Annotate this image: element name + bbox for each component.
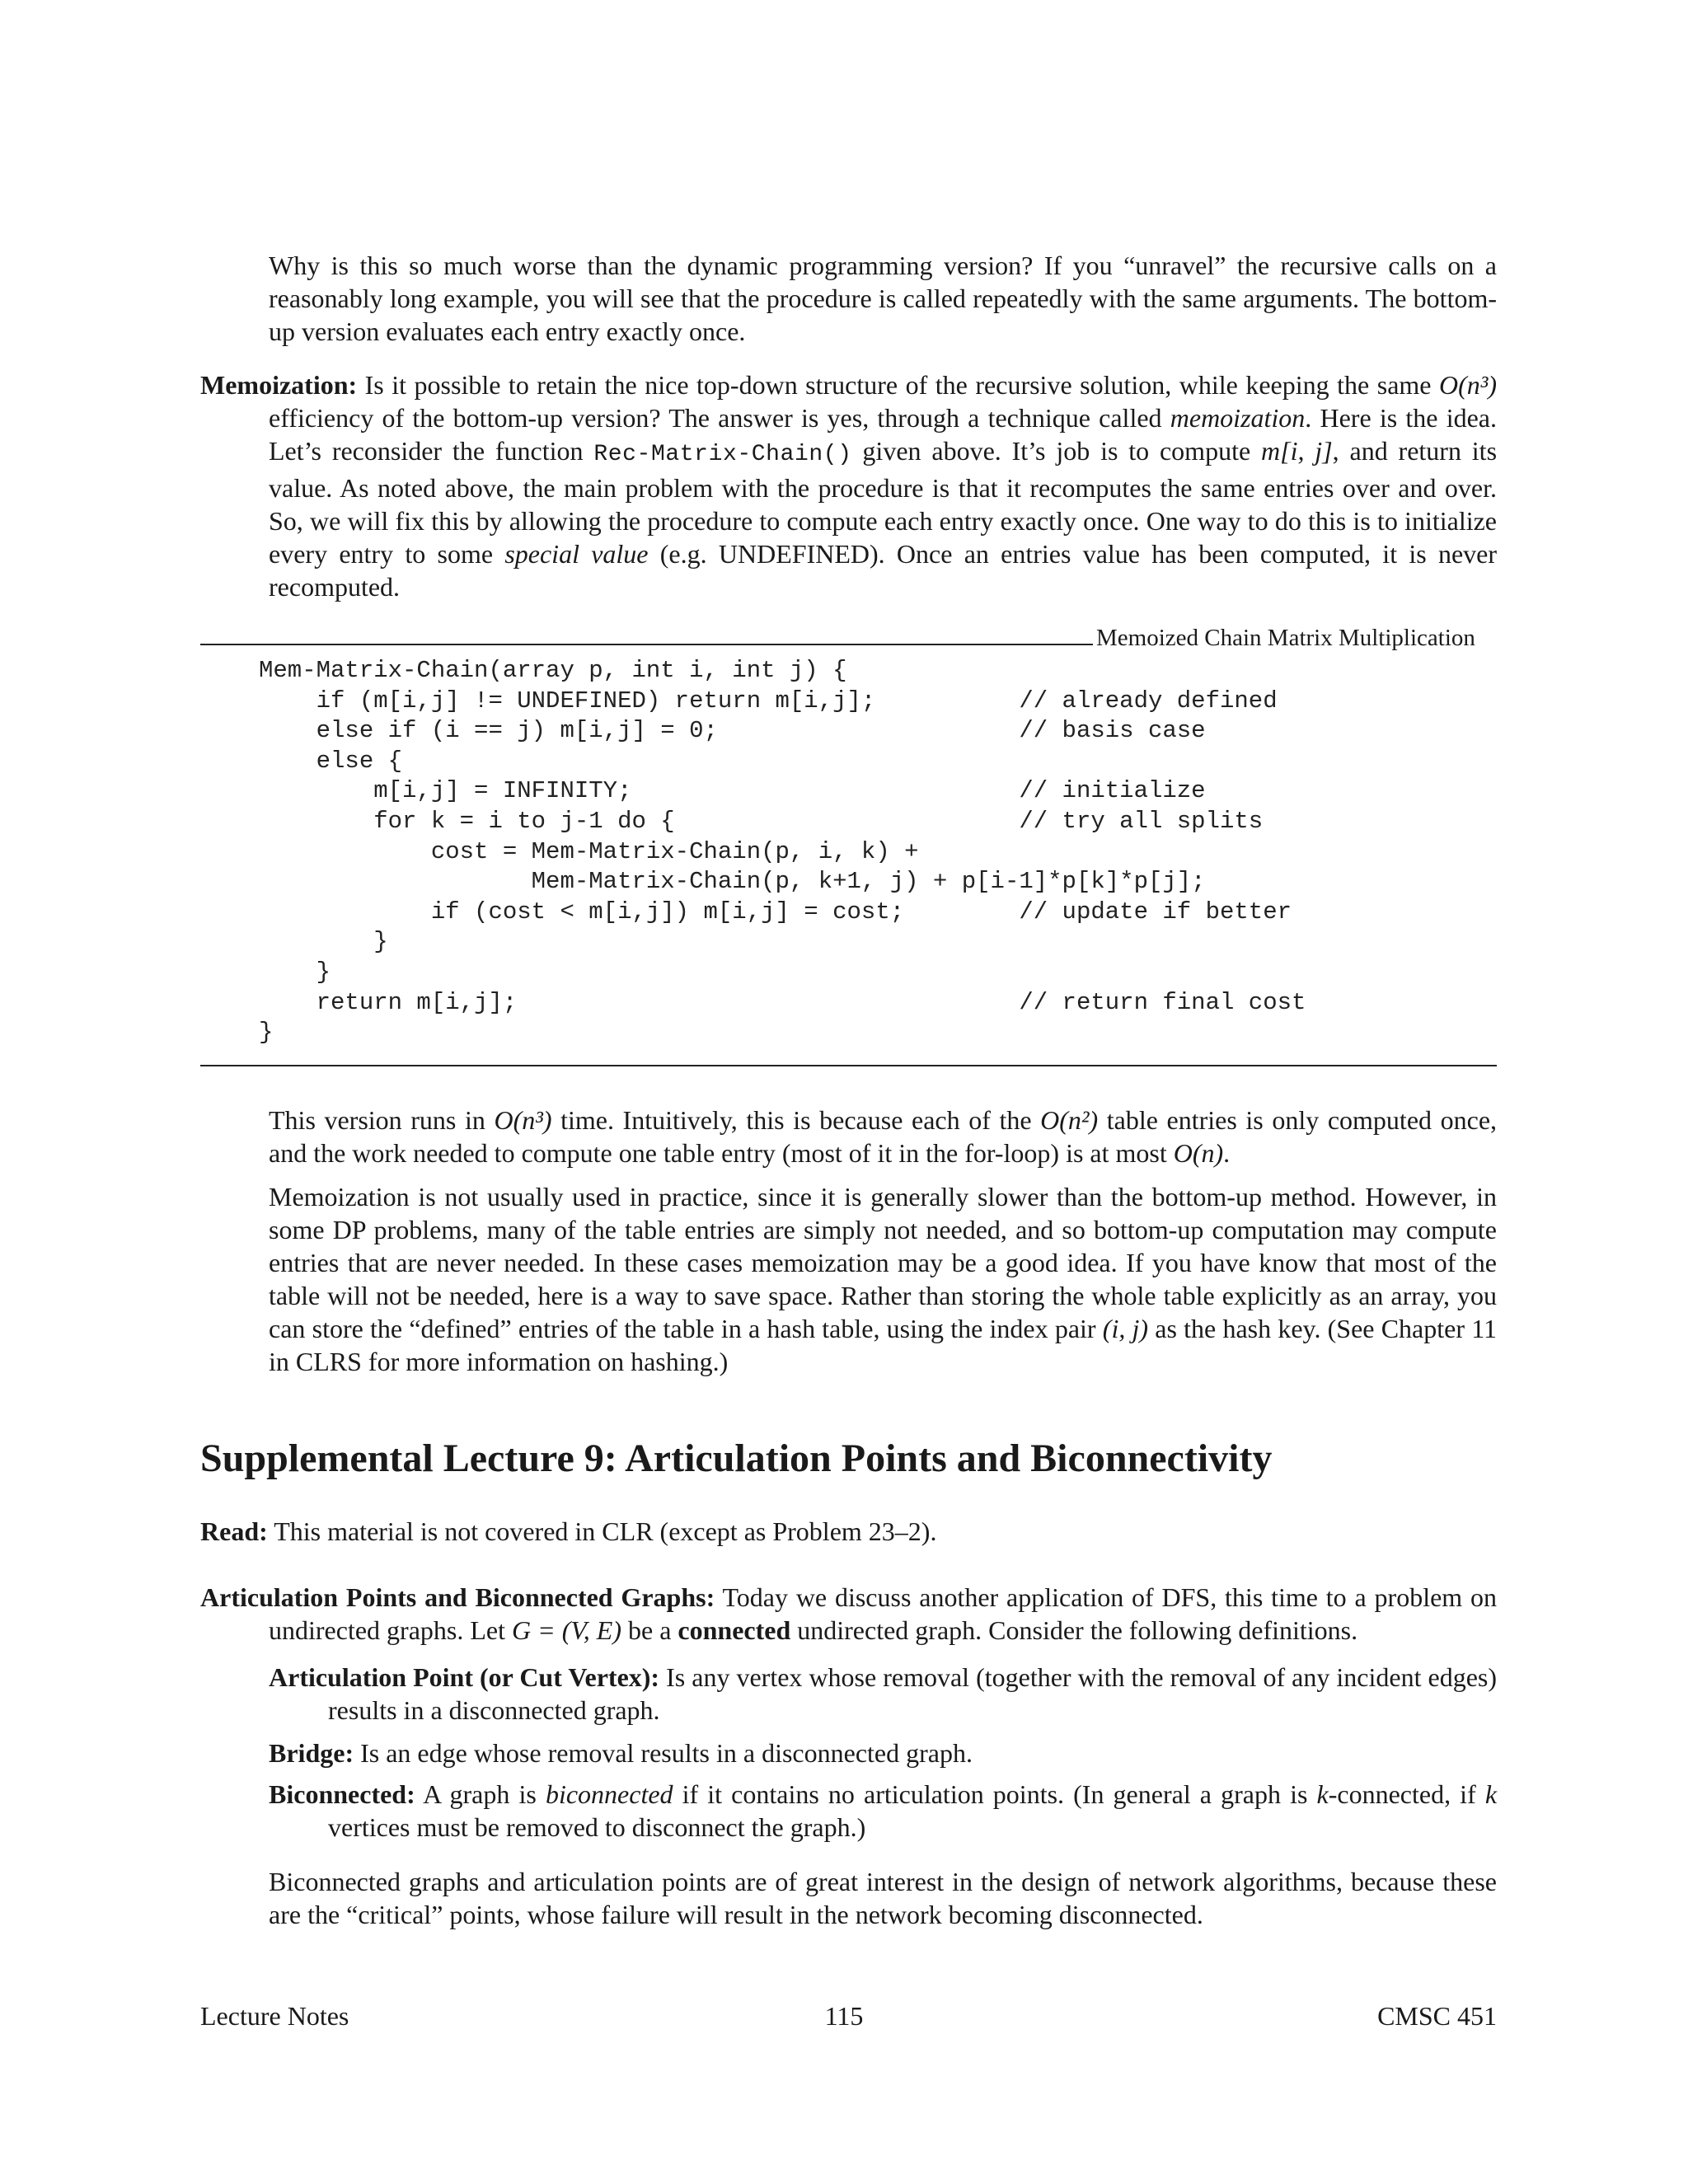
runtime-text-2: time. Intuitively, this is because each of the bbox=[551, 1105, 1041, 1135]
read-text: This material is not covered in CLR (except as Problem 23–2). bbox=[267, 1516, 937, 1546]
footer-right: CMSC 451 bbox=[1377, 2001, 1497, 2031]
math-o-n-cubed: O(n³) bbox=[1438, 370, 1497, 400]
memoization-text-6: (e.g. UNDEFINED). Once an entries value has been computed, it is never recomputed. bbox=[269, 539, 1498, 602]
math-o-n-squared: O(n²) bbox=[1040, 1105, 1099, 1135]
memoization-text-4: given above. It’s job is to compute bbox=[851, 436, 1262, 466]
listing-bottom-rule bbox=[200, 1065, 1497, 1066]
biconnected-text-1: A graph is bbox=[415, 1779, 546, 1809]
intro-paragraph: Why is this so much worse than the dynamic programming version? If you “unravel” the recursive calls on a reasonably long example, you will see that the procedure is called repeatedly with the same arguments. The bottom-up version evaluates each entry exactly once. bbox=[269, 251, 1497, 346]
listing-caption: Memoized Chain Matrix Multiplication bbox=[1096, 625, 1475, 651]
closing-paragraph: Biconnected graphs and articulation points are of great interest in the design of network algorithms, because these are the “critical” points, whose failure will result in the network becoming disconnected. bbox=[269, 1867, 1497, 1929]
biconnected-text-4: vertices must be removed to disconnect the graph.) bbox=[328, 1812, 866, 1842]
apbg-text-2: be a bbox=[621, 1615, 678, 1645]
biconnected-text-2: if it contains no articulation points. (In general a graph is bbox=[673, 1779, 1317, 1809]
memoization-text-3: . Here is the idea. Let’s reconsider the function bbox=[269, 403, 1498, 466]
term-memoization: memoization bbox=[1170, 403, 1306, 433]
practice-text-2: as the hash key. (See Chapter 11 in CLRS for more information on hashing.) bbox=[269, 1314, 1498, 1376]
apbg-label: Articulation Points and Biconnected Graphs: bbox=[200, 1582, 715, 1612]
practice-text-1: Memoization is not usually used in practice, since it is generally slower than the bottom-up method. However, in some DP problems, many of the table entries are simply not needed, and so bottom-up computation may compute entries that are never needed. In these cases memoization may be a good idea. If you have know that most of the table will not be needed, here is a way to save space. Rather than storing the whole table explicitly as an array, you can store the “defined” entries of the table in a hash table, using the index pair bbox=[269, 1182, 1497, 1343]
apbg-text-1: Today we discuss another application of DFS, this time to a problem on undirected graphs. Let bbox=[269, 1582, 1498, 1645]
section-title: Supplemental Lecture 9: Articulation Points and Biconnectivity bbox=[200, 1436, 1273, 1480]
memoization-text-2: efficiency of the bottom-up version? The answer is yes, through a technique called bbox=[269, 403, 1170, 433]
runtime-text-4: . bbox=[1223, 1138, 1231, 1168]
definition-biconnected bbox=[269, 1778, 1497, 1844]
footer-left: Lecture Notes bbox=[200, 2001, 349, 2031]
read-label: Read: bbox=[200, 1516, 268, 1546]
runtime-text-1: This version runs in bbox=[269, 1105, 495, 1135]
listing-top-rule bbox=[200, 644, 1093, 645]
articulation-point-label: Articulation Point (or Cut Vertex): bbox=[269, 1662, 660, 1692]
math-o-n: O(n) bbox=[1173, 1138, 1224, 1168]
definition-articulation-point bbox=[269, 1661, 1497, 1727]
math-o-n-cubed-2: O(n³) bbox=[494, 1105, 552, 1135]
memoization-text-1: Is it possible to retain the nice top-down structure of the recursive solution, while keeping the same bbox=[357, 370, 1439, 400]
bridge-label: Bridge: bbox=[269, 1738, 354, 1768]
bridge-text: Is an edge whose removal results in a disconnected graph. bbox=[354, 1738, 973, 1768]
practice-paragraph bbox=[269, 1180, 1497, 1378]
inline-code-rec-matrix-chain: Rec-Matrix-Chain() bbox=[593, 442, 852, 467]
math-g-v-e: G = (V, E) bbox=[512, 1615, 621, 1645]
apbg-text-3: undirected graph. Consider the following definitions. bbox=[790, 1615, 1358, 1645]
biconnected-label: Biconnected: bbox=[269, 1779, 415, 1809]
read-paragraph bbox=[200, 1515, 1497, 1548]
biconnected-text-3: -connected, if bbox=[1328, 1779, 1485, 1809]
memoization-label: Memoization: bbox=[200, 370, 358, 400]
math-m-i-j: m[i, j] bbox=[1261, 436, 1333, 466]
memoization-paragraph bbox=[200, 368, 1497, 603]
footer-page-number: 115 bbox=[824, 2001, 864, 2031]
math-k-2: k bbox=[1484, 1779, 1498, 1809]
apbg-paragraph bbox=[200, 1581, 1497, 1647]
definition-bridge bbox=[269, 1736, 1497, 1769]
runtime-text-3: table entries is only computed once, and the work needed to compute one table entry (most of it in the for-loop) is at most bbox=[269, 1105, 1498, 1168]
term-connected: connected bbox=[678, 1615, 791, 1645]
math-i-j-pair: (i, j) bbox=[1102, 1314, 1149, 1343]
code-listing: Mem-Matrix-Chain(array p, int i, int j) { if (m[i,j] != UNDEFINED) return m[i,j]; // already defined else if (i == j) m[i,j] = 0; // basis case else { m[i,j] = INFINITY; // initialize for k = i to j-1 do { // try all splits cost = Mem-Matrix-Chain(p, i, k) + Mem-Matrix-Chain(p, k+1, j) + p[i-1]*p[k]*p[j]; if (cost < m[i,j]) m[i,j] = cost; // update if better } } return m[i,j]; // return final cost } bbox=[259, 657, 1306, 1047]
math-k: k bbox=[1316, 1779, 1329, 1809]
term-biconnected: biconnected bbox=[545, 1779, 673, 1809]
memoization-text-5: , and return its value. As noted above, the main problem with the procedure is that it recomputes the same entries over and over. So, we will fix this by allowing the procedure to compute each entry exactly once. One way to do this is to initialize every entry to some bbox=[269, 436, 1498, 569]
articulation-point-text: Is any vertex whose removal (together with the removal of any incident edges) results in a disconnected graph. bbox=[328, 1662, 1498, 1725]
term-special-value: special value bbox=[504, 539, 649, 569]
runtime-paragraph bbox=[269, 1104, 1497, 1169]
